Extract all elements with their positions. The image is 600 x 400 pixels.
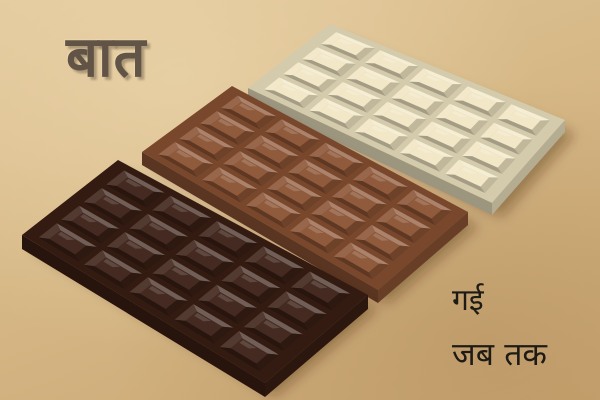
word-jab-tak: जब तक (452, 335, 548, 373)
word-baat: बात (66, 25, 147, 90)
word-gayi: गई (452, 283, 484, 318)
